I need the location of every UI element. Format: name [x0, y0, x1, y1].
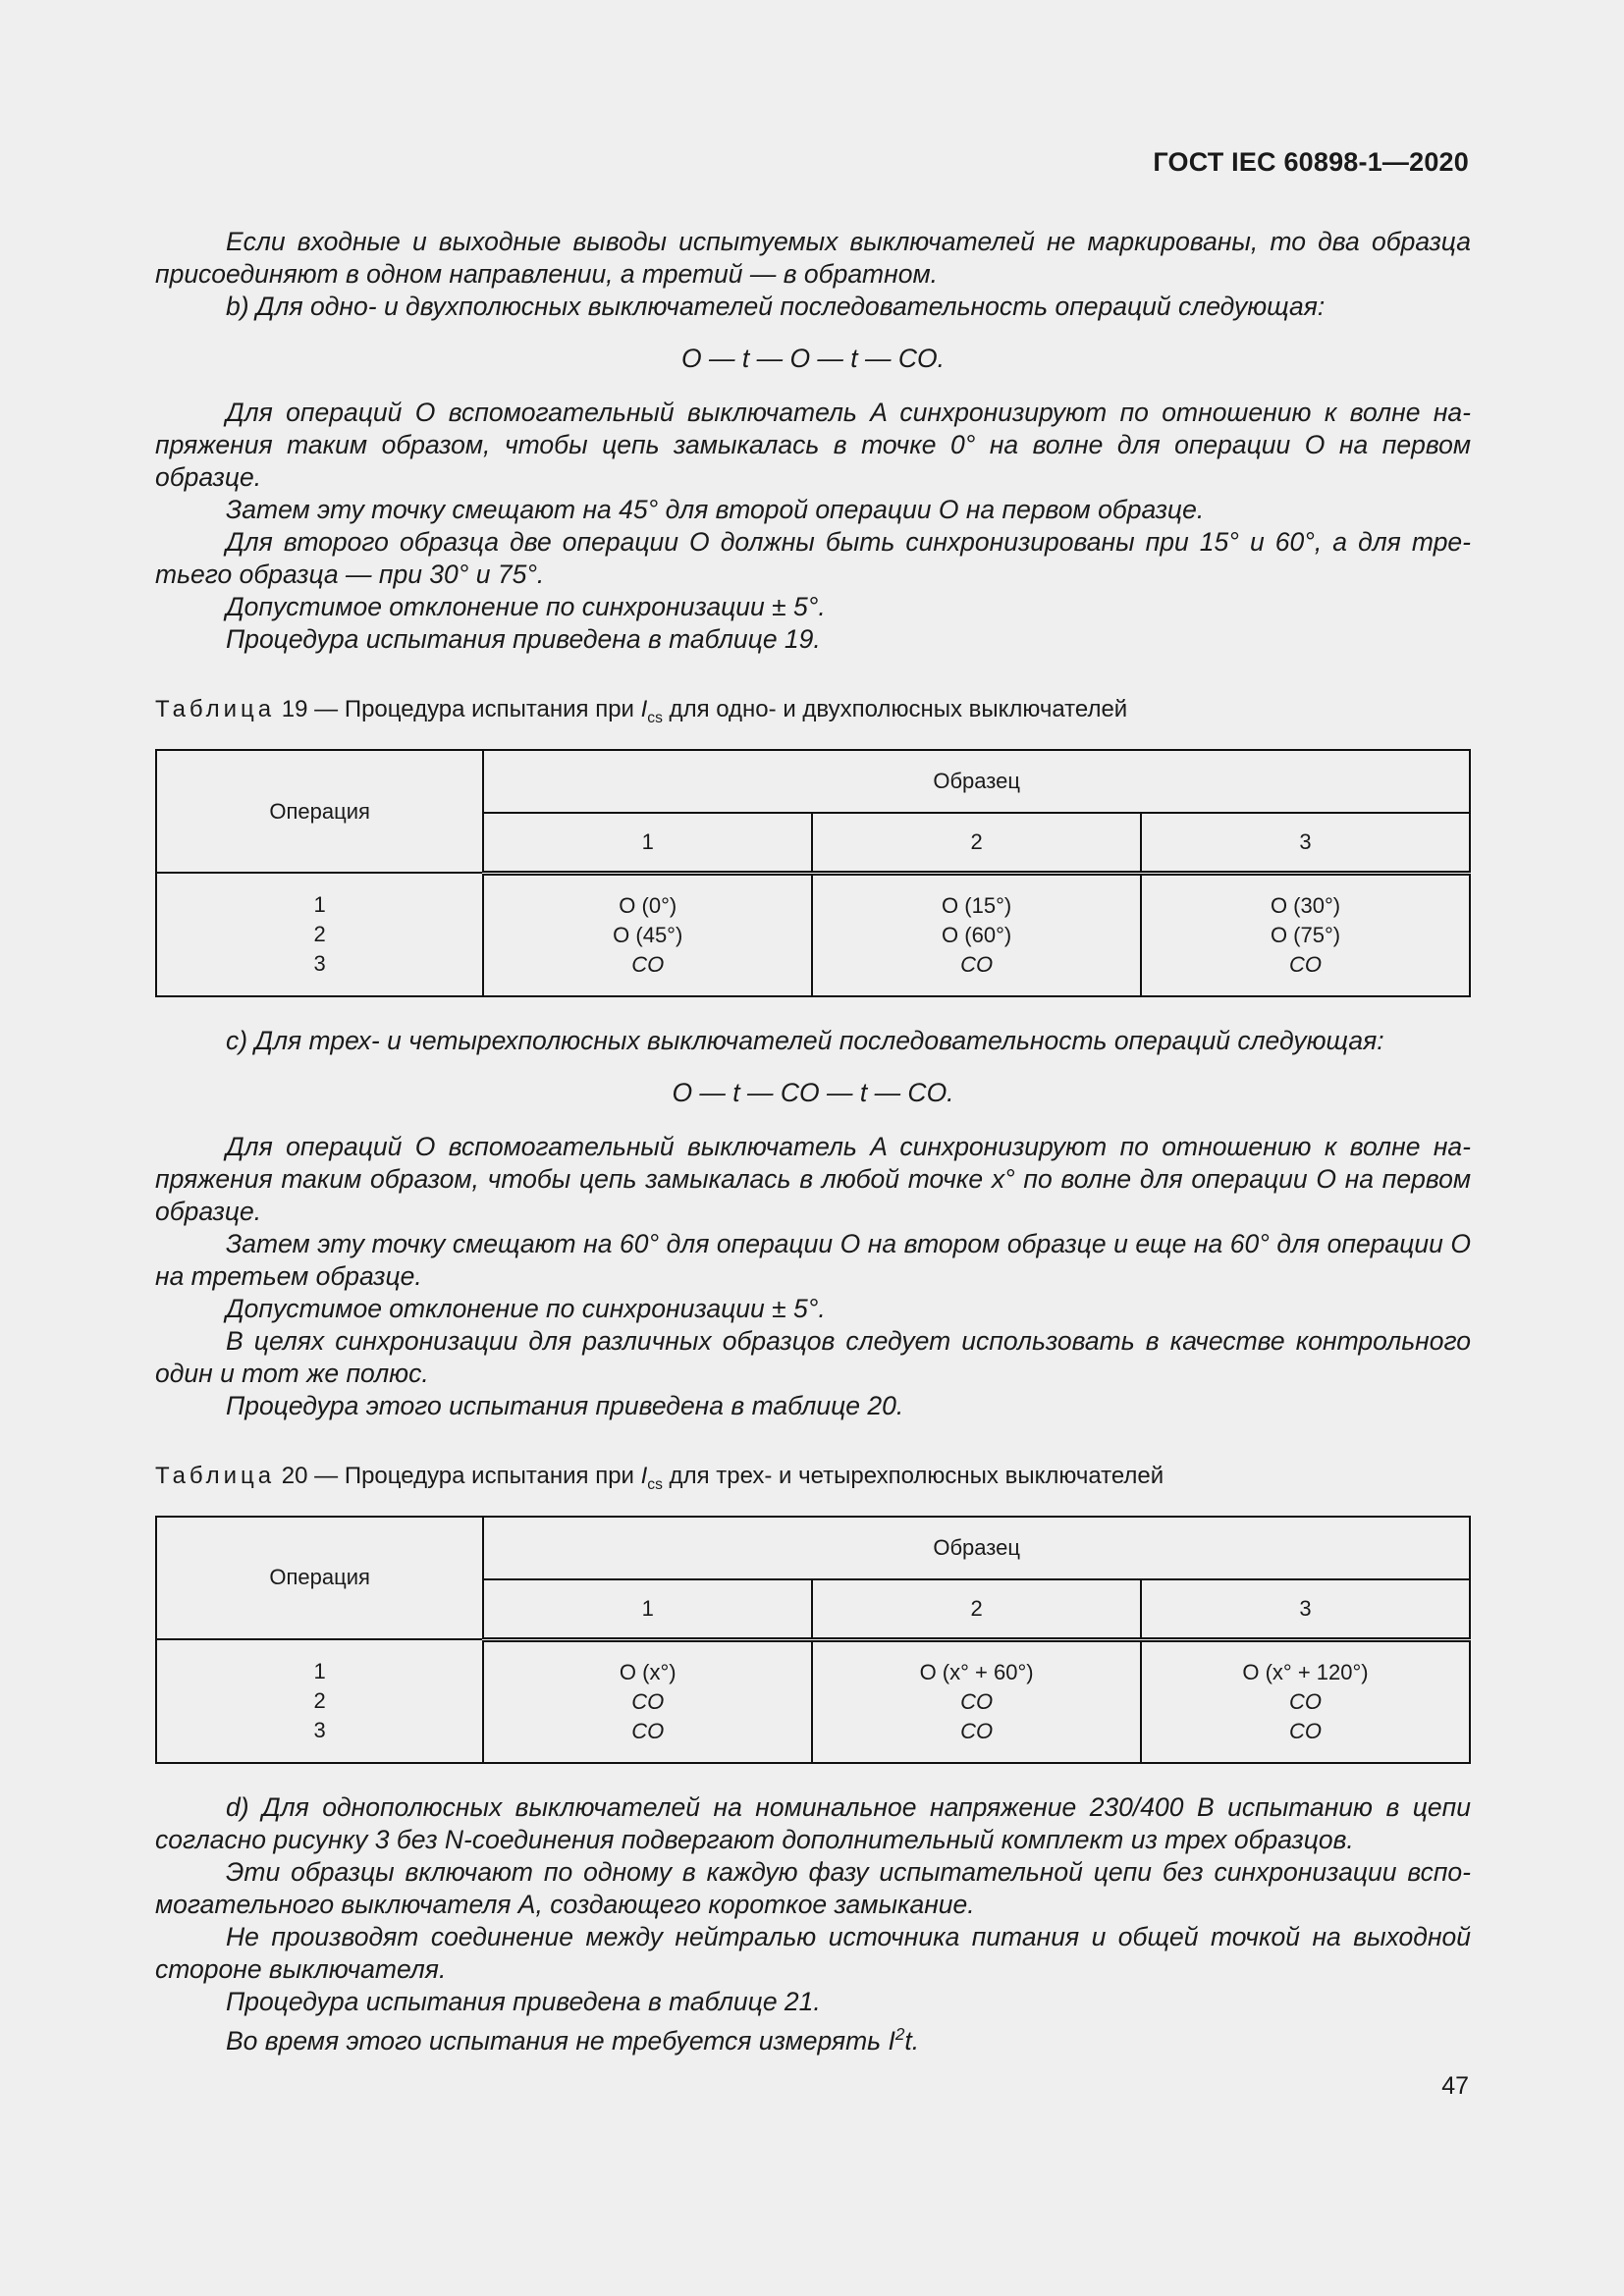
table-19-caption: Таблица 19 — Процедура испытания при $I_{cs}$ для одно- и двухполюсных выключателей	[155, 696, 1128, 726]
paragraph: Допустимое отклонение по синхронизации ± 5°.	[226, 592, 826, 621]
paragraph-item-c: c) Для трех- и четырехполюсных выключателей последовательность операций следующая:	[226, 1025, 1384, 1055]
paragraph: Процедура испытания приведена в таблице 19.	[226, 624, 821, 654]
paragraph: В целях синхронизации для различных образцов следует использовать в качестве контрольного один и тот же полюс.	[155, 1325, 1471, 1388]
table-19	[155, 749, 1471, 997]
paragraph: Для второго образца две операции O должны быть синхронизированы при 15° и 60°, а для третьего образца — при 30° и 75°.	[155, 527, 1471, 589]
sample-1-cell: O (x°) CO CO	[483, 1639, 812, 1763]
operation-cell: 1 2 3	[156, 1639, 483, 1763]
header-sample-number: 2	[812, 1579, 1141, 1640]
document-code: ГОСТ IEC 60898-1—2020	[1153, 147, 1469, 177]
paragraph: Если входные и выходные выводы испытуемых выключателей не маркированы, то два образца присоединяют в одном направлении, а третий — в обратном.	[155, 227, 1471, 289]
formula-c: O — t — CO — t — CO.	[672, 1077, 954, 1107]
paragraph: Допустимое отклонение по синхронизации ± 5°.	[226, 1293, 826, 1323]
header-operation: Операция	[156, 750, 483, 874]
header-sample: Образец	[483, 1517, 1470, 1579]
paragraph: Процедура испытания приведена в таблице 21.	[226, 1986, 821, 2016]
paragraph-item-b: b) Для одно- и двухполюсных выключателей последовательность операций следующая:	[226, 292, 1326, 321]
header-sample-number: 1	[483, 813, 812, 874]
paragraph: Для операций O вспомогательный выключатель A синхронизируют по отношению к волне напряжения таким образом, чтобы цепь замыкалась в точке 0° на волне для операции O на первом образце.	[155, 398, 1471, 492]
page-content	[155, 226, 1471, 2056]
sample-3-cell: O (30°) O (75°) CO	[1141, 873, 1470, 996]
page-number: 47	[1441, 2072, 1469, 2100]
paragraph: Не производят соединение между нейтралью источника питания и общей точкой на выходной стороне выключателя.	[155, 1921, 1471, 1984]
header-operation: Операция	[156, 1517, 483, 1640]
paragraph-last: Во время этого испытания не требуется измерять $I^2t$.	[226, 2023, 920, 2056]
operation-cell: 1 2 3	[156, 873, 483, 996]
paragraph: Затем эту точку смещают на 60° для операции O на втором образце и еще на 60° для операции O на третьем образце.	[155, 1228, 1471, 1291]
table-20	[155, 1516, 1471, 1764]
sample-3-cell: O (x° + 120°) CO CO	[1141, 1639, 1470, 1763]
header-sample: Образец	[483, 750, 1470, 813]
sample-2-cell: O (15°) O (60°) CO	[812, 873, 1141, 996]
table-20-caption: Таблица 20 — Процедура испытания при $I_{cs}$ для трех- и четырехполюсных выключателей	[155, 1462, 1164, 1493]
paragraph: Затем эту точку смещают на 45° для второй операции O на первом образце.	[226, 495, 1205, 524]
paragraph: Эти образцы включают по одному в каждую фазу испытательной цепи без синхронизации вспомогательного выключателя A, создающего короткое замыкание.	[155, 1856, 1471, 1919]
paragraph: Процедура этого испытания приведена в таблице 20.	[226, 1390, 904, 1420]
header-sample-number: 3	[1141, 813, 1470, 874]
paragraph: Для операций O вспомогательный выключатель A синхронизируют по отношению к волне напряжения таким образом, чтобы цепь замыкалась в любой точке x° по волне для операции O на первом образце.	[155, 1131, 1471, 1226]
header-sample-number: 3	[1141, 1579, 1470, 1640]
sample-1-cell: O (0°) O (45°) CO	[483, 873, 812, 996]
paragraph-item-d: d) Для однополюсных выключателей на номинальное напряжение 230/400 В испытанию в цепи согласно рисунку 3 без N-соединения подвергают дополнительный комплект из трех образцов.	[155, 1791, 1471, 1854]
header-sample-number: 1	[483, 1579, 812, 1640]
header-sample-number: 2	[812, 813, 1141, 874]
sample-2-cell: O (x° + 60°) CO CO	[812, 1639, 1141, 1763]
formula-b: O — t — O — t — CO.	[681, 344, 945, 373]
